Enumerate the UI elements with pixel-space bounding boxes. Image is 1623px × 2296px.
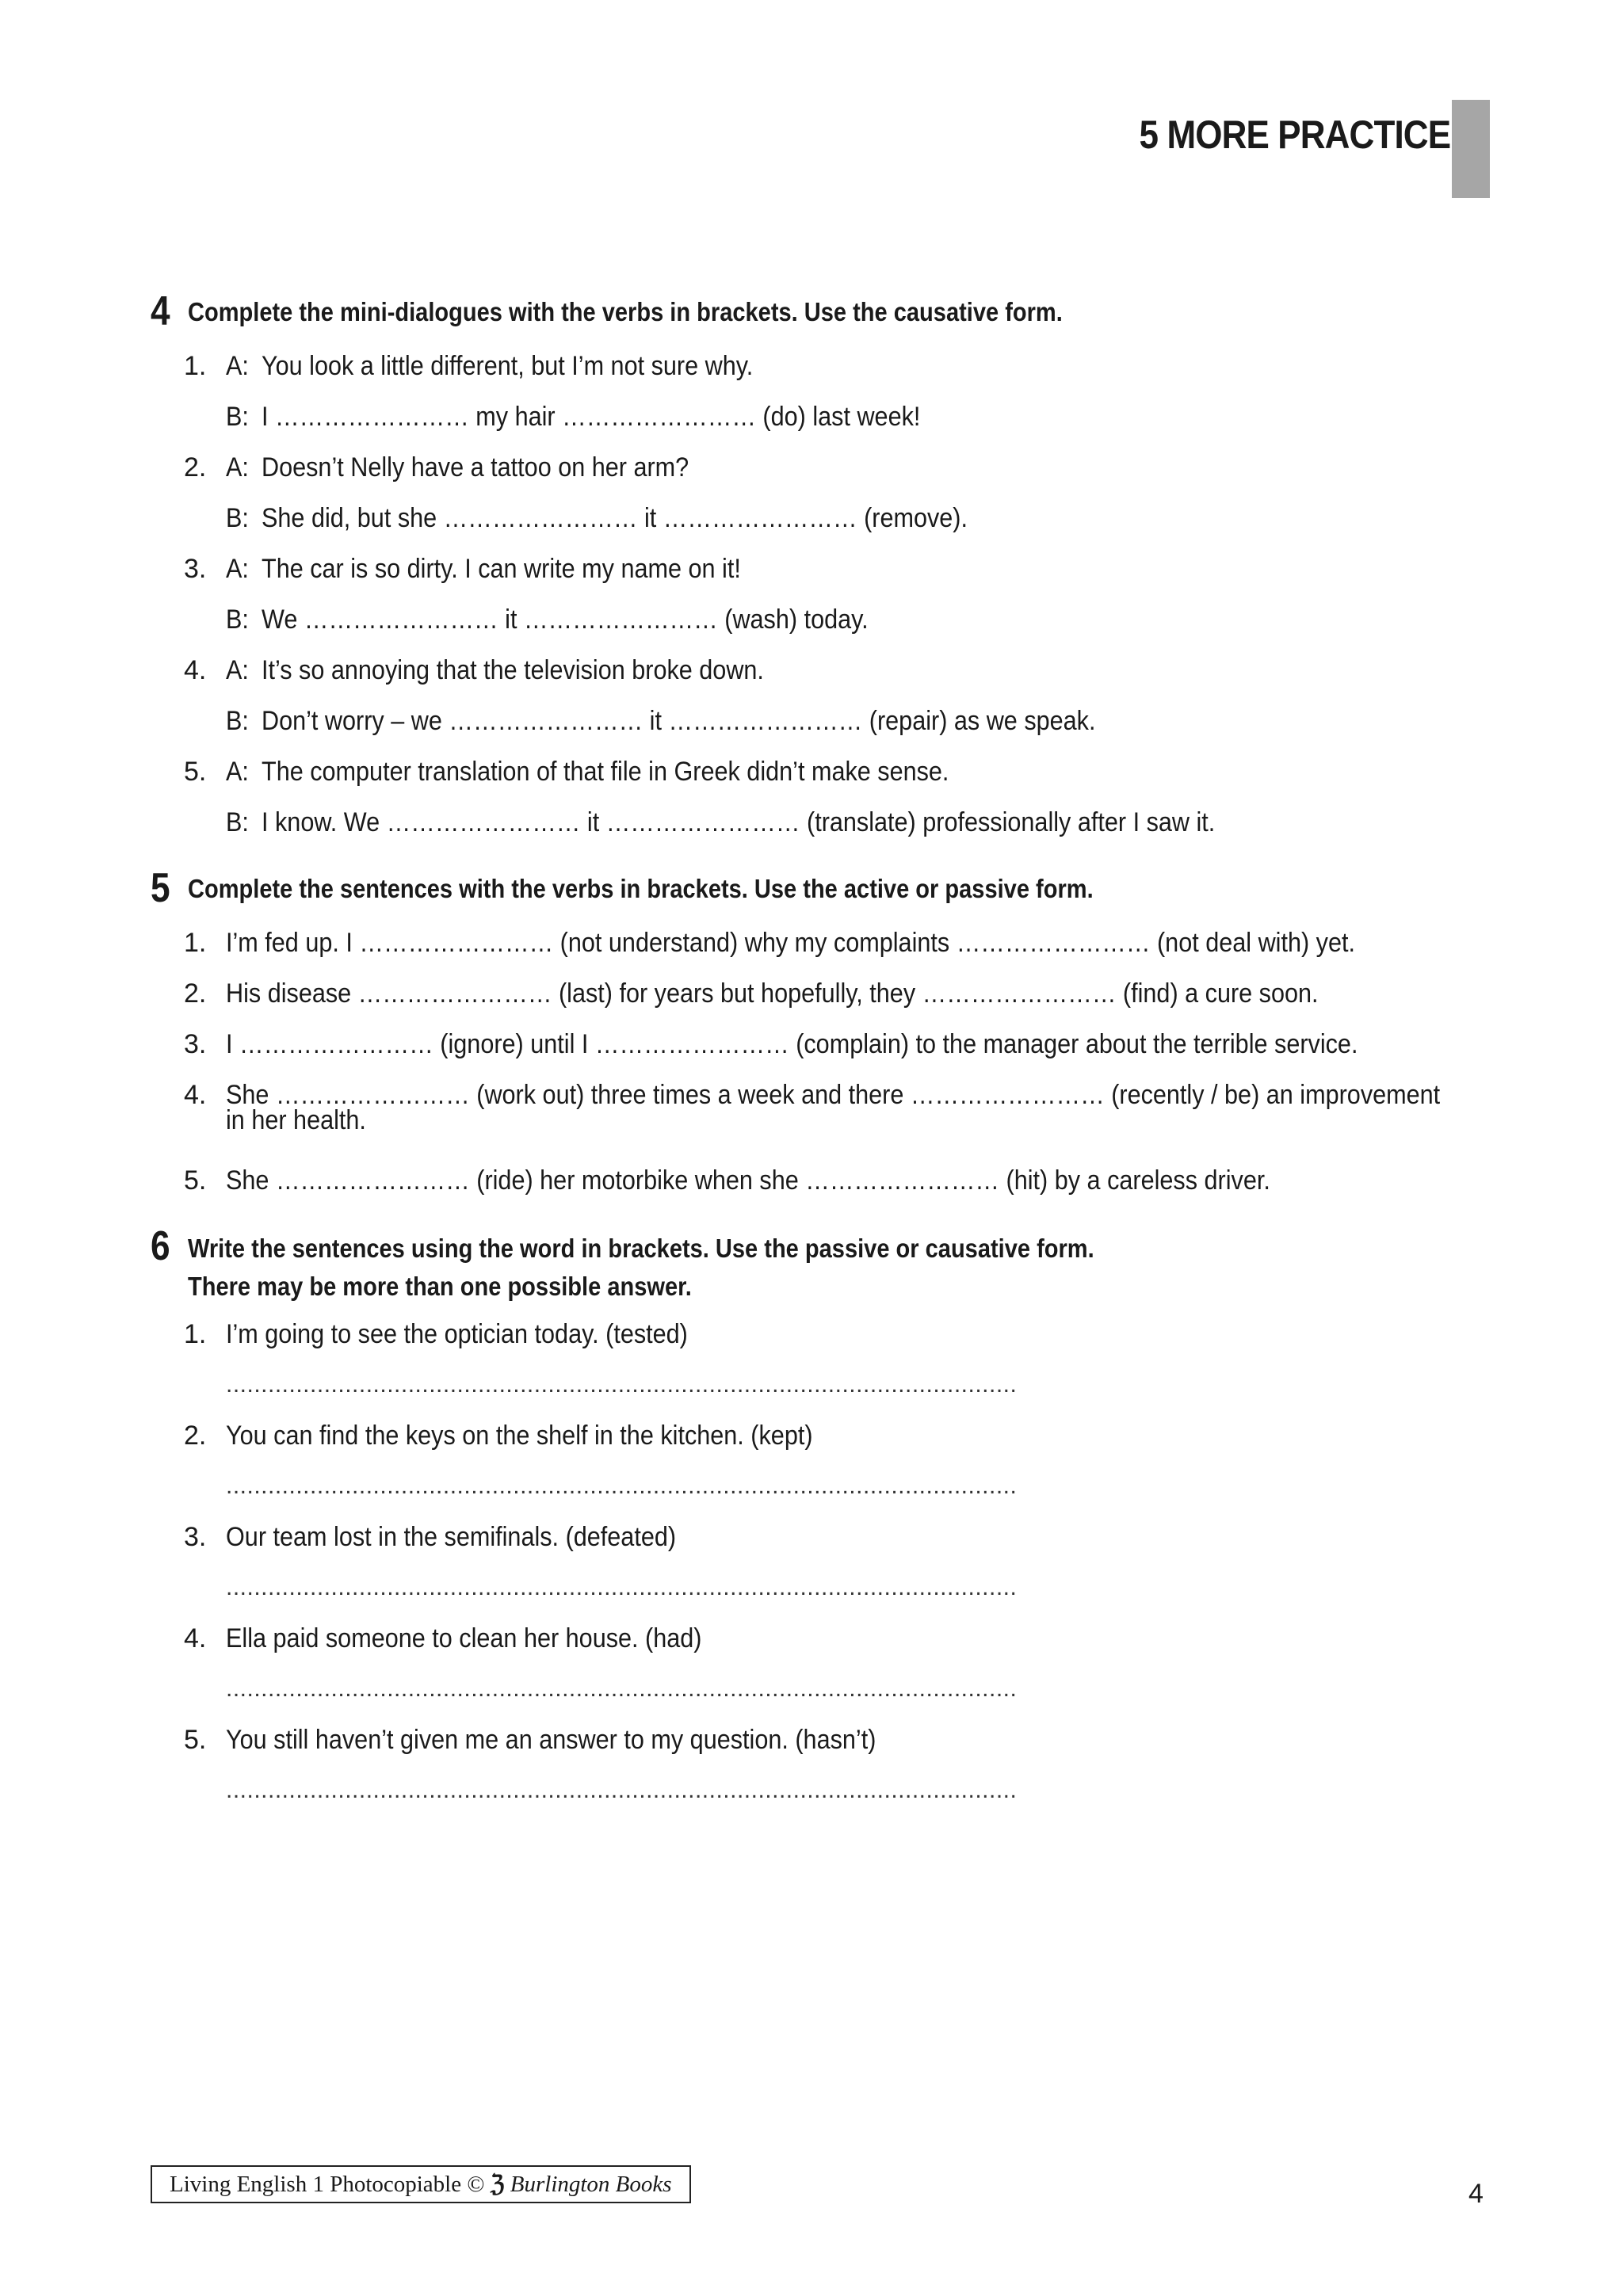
item-number: 2. xyxy=(184,978,207,1009)
speaker-b-label: B: xyxy=(226,402,249,432)
dialogue-line xyxy=(151,493,1514,543)
item-number: 3. xyxy=(184,1522,207,1552)
item-number: 4. xyxy=(184,1623,207,1653)
answer-line[interactable]: ................................................................................................................. xyxy=(226,1371,1018,1398)
list-item-continuation xyxy=(151,1105,1514,1155)
exercise-instruction: Complete the mini-dialogues with the verbs in brackets. Use the causative form. xyxy=(188,297,1063,326)
list-item xyxy=(151,1309,1514,1360)
item-text: I’m fed up. I …………………… (not understand) why my complaints …………………… (not deal with) yet. xyxy=(226,928,1356,958)
answer-line[interactable]: ................................................................................................................. xyxy=(226,1777,1018,1803)
answer-line[interactable]: ................................................................................................................. xyxy=(226,1473,1018,1499)
item-number: 1. xyxy=(184,1319,207,1349)
footer-text: Living English 1 Photocopiable © xyxy=(170,2172,485,2197)
speaker-b-label: B: xyxy=(226,605,249,635)
dialogue-line xyxy=(151,341,1514,391)
item-number: 1. xyxy=(184,351,207,381)
speaker-a-label: A: xyxy=(226,554,249,584)
list-item xyxy=(151,1155,1514,1206)
item-number: 2. xyxy=(184,452,207,482)
speaker-b-text: I know. We …………………… it …………………… (translate) professionally after I saw it. xyxy=(262,807,1216,837)
item-number: 5. xyxy=(184,757,207,787)
item-text: Ella paid someone to clean her house. (had) xyxy=(226,1623,702,1653)
item-text: She …………………… (ride) her motorbike when she …………………… (hit) by a careless driver. xyxy=(226,1165,1270,1196)
copyright-footer xyxy=(151,2165,691,2203)
dialogue-line xyxy=(151,391,1514,442)
dialogue-line xyxy=(151,594,1514,645)
item-number: 5. xyxy=(184,1165,207,1196)
list-item xyxy=(151,1714,1514,1765)
item-text: His disease …………………… (last) for years but hopefully, they …………………… (find) a cure soon. xyxy=(226,978,1319,1009)
exercise-instruction: Complete the sentences with the verbs in brackets. Use the active or passive form. xyxy=(188,874,1094,903)
speaker-b-text: I …………………… my hair …………………… (do) last week! xyxy=(262,402,921,432)
publisher-name: Burlington Books xyxy=(510,2172,672,2197)
speaker-b-label: B: xyxy=(226,706,249,736)
speaker-a-text: The car is so dirty. I can write my name on it! xyxy=(262,554,741,584)
speaker-b-text: We …………………… it …………………… (wash) today. xyxy=(262,605,869,635)
item-text: You still haven’t given me an answer to my question. (hasn’t) xyxy=(226,1725,876,1755)
exercise-number: 4 xyxy=(151,288,170,334)
dialogue-line xyxy=(151,543,1514,594)
speaker-a-text: You look a little different, but I’m not sure why. xyxy=(262,351,754,381)
exercise-number: 5 xyxy=(151,865,170,911)
answer-line[interactable]: ................................................................................................................. xyxy=(226,1574,1018,1600)
item-text: She …………………… (work out) three times a week and there …………………… (recently / be) an improvement xyxy=(226,1080,1441,1110)
publisher-logo: ℨ xyxy=(490,2172,505,2197)
speaker-a-text: Doesn’t Nelly have a tattoo on her arm? xyxy=(262,452,689,482)
speaker-b-text: Don’t worry – we …………………… it …………………… (repair) as we speak. xyxy=(262,706,1096,736)
answer-line[interactable]: ................................................................................................................. xyxy=(226,1676,1018,1702)
speaker-b-label: B: xyxy=(226,807,249,837)
list-item xyxy=(151,917,1514,968)
page-number: 4 xyxy=(1468,2179,1484,2209)
exercise-4 xyxy=(151,288,1514,848)
item-number: 5. xyxy=(184,1725,207,1755)
item-text: in her health. xyxy=(226,1105,366,1135)
item-number: 4. xyxy=(184,1080,207,1110)
dialogue-line xyxy=(151,696,1514,746)
section-tab-marker xyxy=(1452,100,1490,198)
item-text: Our team lost in the semifinals. (defeated) xyxy=(226,1522,677,1552)
exercise-5-header xyxy=(151,865,1514,917)
page-title: 5 MORE PRACTICE xyxy=(1139,113,1450,157)
list-item xyxy=(151,968,1514,1019)
exercise-number: 6 xyxy=(151,1223,170,1269)
list-item xyxy=(151,1512,1514,1562)
exercise-4-header xyxy=(151,288,1514,341)
exercise-5 xyxy=(151,865,1514,1206)
exercise-instruction xyxy=(188,1230,1094,1306)
instruction-line: Write the sentences using the word in brackets. Use the passive or causative form. xyxy=(188,1234,1094,1263)
list-item xyxy=(151,1019,1514,1070)
speaker-a-text: The computer translation of that file in Greek didn’t make sense. xyxy=(262,757,949,787)
item-number: 1. xyxy=(184,928,207,958)
item-text: You can find the keys on the shelf in the kitchen. (kept) xyxy=(226,1421,813,1451)
speaker-a-label: A: xyxy=(226,655,249,685)
dialogue-line xyxy=(151,442,1514,493)
speaker-a-label: A: xyxy=(226,351,249,381)
instruction-line: There may be more than one possible answer. xyxy=(188,1272,692,1301)
exercise-6 xyxy=(151,1223,1514,1816)
exercise-6-header xyxy=(151,1223,1514,1309)
item-text: I …………………… (ignore) until I …………………… (complain) to the manager about the terrible service. xyxy=(226,1029,1358,1059)
item-number: 2. xyxy=(184,1421,207,1451)
speaker-b-label: B: xyxy=(226,503,249,533)
dialogue-line xyxy=(151,746,1514,797)
item-number: 3. xyxy=(184,554,207,584)
speaker-a-label: A: xyxy=(226,452,249,482)
item-number: 3. xyxy=(184,1029,207,1059)
item-number: 4. xyxy=(184,655,207,685)
speaker-a-text: It’s so annoying that the television broke down. xyxy=(262,655,764,685)
speaker-a-label: A: xyxy=(226,757,249,787)
list-item xyxy=(151,1613,1514,1664)
speaker-b-text: She did, but she …………………… it …………………… (remove). xyxy=(262,503,968,533)
item-text: I’m going to see the optician today. (tested) xyxy=(226,1319,688,1349)
list-item xyxy=(151,1410,1514,1461)
dialogue-line xyxy=(151,645,1514,696)
dialogue-line xyxy=(151,797,1514,848)
